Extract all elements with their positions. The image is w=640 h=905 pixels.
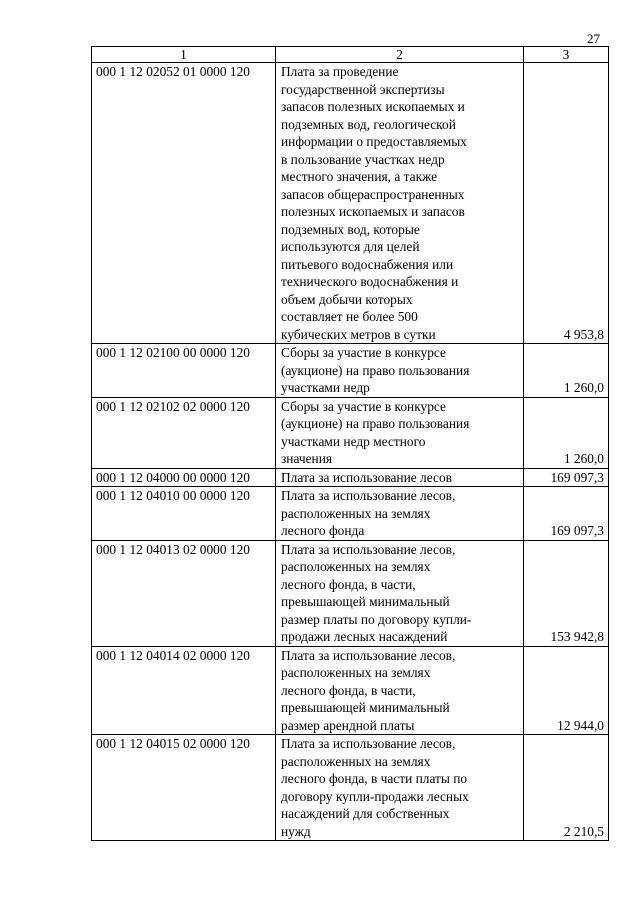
description-line: составляет не более 500 [281,309,418,324]
amount: 2 210,5 [524,735,609,841]
table-row [92,487,609,541]
description-line: размер платы по договору купли- [281,611,472,627]
description-line: значения [281,451,333,466]
description-line: участками недр местного [281,433,426,449]
income-description [276,646,524,735]
description-line: Плата за использование лесов, [281,647,456,663]
amount: 4 953,8 [524,63,609,344]
income-description [276,540,524,646]
description-line: лесного фонда, в части платы по [281,771,468,786]
classification-code: 000 1 12 04015 02 0000 120 [92,735,276,841]
description-line: размер арендной платы [281,717,415,733]
description-line: договору купли-продажи лесных [281,788,469,804]
table-row [92,735,609,841]
description-line: подземных вод, которые [281,221,420,237]
description-line: расположенных на землях [281,665,431,680]
description-line: местного значения, а также [281,169,438,184]
description-line: (аукционе) на право пользования [281,416,470,431]
description-line: Плата за использование лесов, [281,736,456,751]
classification-code: 000 1 12 02052 01 0000 120 [92,63,276,344]
amount: 153 942,8 [524,540,609,646]
description-line: лесного фонда [281,523,365,538]
description-line: полезных ископаемых и запасов [281,204,465,219]
description-line: насаждений для собственных [281,806,450,821]
table-row [92,63,609,344]
page-number: 27 [587,31,600,46]
description-line: запасов полезных ископаемых и [281,99,465,114]
table-row [92,397,609,468]
description-line: государственной экспертизы [281,81,445,97]
classification-code: 000 1 12 04010 00 0000 120 [92,487,276,541]
description-line: запасов общераспространенных [281,186,465,202]
amount: 1 260,0 [524,397,609,468]
description-line: лесного фонда, в части, [281,682,416,698]
description-line: Плата за использование лесов, [281,541,456,557]
amount: 169 097,3 [524,468,609,487]
description-line: кубических метров в сутки [281,326,436,342]
amount: 12 944,0 [524,646,609,735]
table-row [92,468,609,487]
description-line: используются для целей [281,239,420,254]
classification-code: 000 1 12 04014 02 0000 120 [92,646,276,735]
description-line: продажи лесных насаждений [281,629,448,644]
description-line: расположенных на землях [281,753,431,769]
description-line: объем добычи которых [281,291,413,307]
description-line: нужд [281,823,311,839]
column-header-3: 3 [524,47,609,63]
description-line: питьевого водоснабжения или [281,256,454,272]
amount: 169 097,3 [524,487,609,541]
description-line: (аукционе) на право пользования [281,362,470,378]
income-description [276,735,524,841]
amount: 1 260,0 [524,344,609,398]
description-line: расположенных на землях [281,505,431,521]
column-header-1: 1 [92,47,276,63]
description-line: подземных вод, геологической [281,116,456,132]
description-line: превышающей минимальный [281,700,450,715]
description-line: Плата за проведение [281,64,399,79]
column-header-2: 2 [276,47,524,63]
description-line: Сборы за участие в конкурсе [281,345,446,360]
description-line: расположенных на землях [281,559,431,574]
budget-table [91,46,609,841]
income-description [276,63,524,344]
description-line: лесного фонда, в части, [281,576,416,592]
income-description [276,487,524,541]
classification-code: 000 1 12 04013 02 0000 120 [92,540,276,646]
income-description [276,468,524,487]
description-line: в пользование участках недр [281,151,445,167]
income-description [276,344,524,398]
description-line: превышающей минимальный [281,594,450,609]
description-line: Плата за использование лесов, [281,488,456,503]
income-description [276,397,524,468]
header-row [92,47,609,63]
description-line: участками недр [281,380,370,395]
table-row [92,540,609,646]
table-row [92,344,609,398]
description-line: Сборы за участие в конкурсе [281,398,446,414]
description-line: информации о предоставляемых [281,134,467,149]
description-line: Плата за использование лесов [281,469,452,485]
description-line: технического водоснабжения и [281,274,459,289]
table-row [92,646,609,735]
classification-code: 000 1 12 02102 02 0000 120 [92,397,276,468]
table-body [92,63,609,841]
classification-code: 000 1 12 02100 00 0000 120 [92,344,276,398]
classification-code: 000 1 12 04000 00 0000 120 [92,468,276,487]
